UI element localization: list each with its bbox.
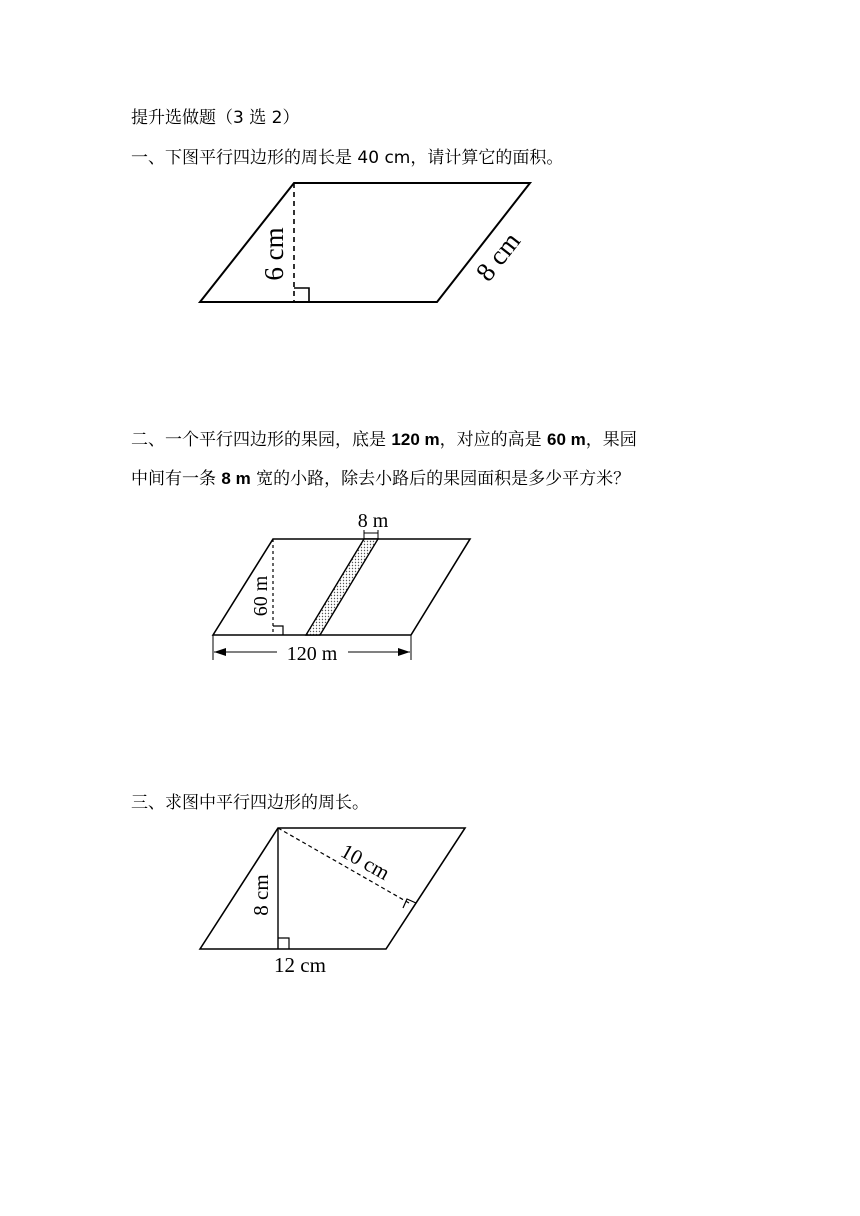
question-2-line-2: 中间有一条 8 m 宽的小路，除去小路后的果园面积是多少平方米？ — [131, 469, 631, 489]
figure-3-diagonal-label: 10 cm — [336, 838, 394, 885]
figure-1-height-label: 6 cm — [259, 227, 289, 281]
figure-1-side-label: 8 cm — [469, 226, 527, 287]
figure-3-height-label: 8 cm — [249, 874, 273, 916]
figure-2-height-label: 60 m — [250, 575, 272, 617]
section-heading: 提升选做题（3 选 2） — [131, 108, 300, 128]
question-3-text: 三、求图中平行四边形的周长。 — [131, 793, 369, 813]
figure-2-base-label: 120 m — [286, 643, 338, 665]
figure-2-path-width-label: 8 m — [357, 510, 389, 532]
question-1-text: 一、下图平行四边形的周长是 40 cm，请计算它的面积。 — [131, 148, 564, 168]
question-2-line-1: 二、一个平行四边形的果园，底是 120 m，对应的高是 60 m，果园 — [131, 430, 637, 450]
figure-3-base-label: 12 cm — [274, 953, 326, 977]
